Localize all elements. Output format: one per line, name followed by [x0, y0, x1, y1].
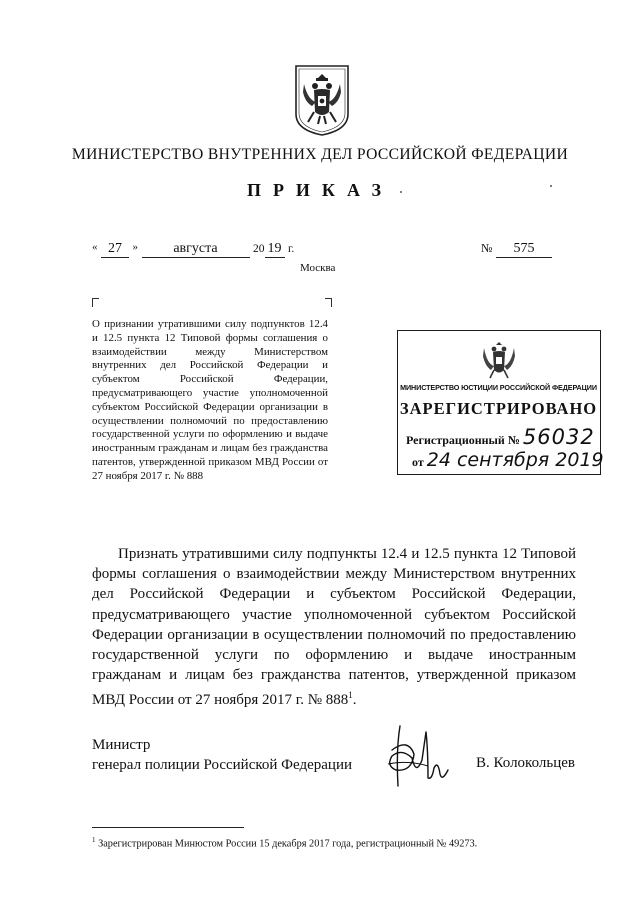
order-subject: О признании утратившими силу подпунктов 12.4 и 12.5 пункта 12 Типовой формы соглашения о взаимодействии между Министерством внутренних дел Российской Федерации и субъектом Российской Федерации, предусматривающего участие уполномоченной субъектом Российской Федерации организации в осуществлении полномочий по предоставлению государственной услуги по оформлению и выдаче иностранным гражданам и лицам без гражданства патентов, утвержденной приказом МВД России от 27 ноября 2017 г. № 888 — [92, 318, 328, 482]
document-type-title: ПРИКАЗ — [246, 180, 394, 200]
date-quote-close: » — [132, 241, 138, 253]
date-day: 27 — [101, 241, 129, 258]
city: Москва — [300, 262, 336, 274]
subject-corner-right — [325, 298, 332, 307]
scan-speck — [400, 191, 402, 193]
scan-speck — [550, 185, 552, 187]
footnote-divider — [92, 827, 244, 828]
coat-of-arms-emblem — [292, 62, 352, 137]
stamp-reg-label: Регистрационный № — [406, 433, 520, 447]
number-sign: № — [481, 241, 493, 255]
footnote-mark: 1 — [92, 836, 96, 844]
stamp-organization: МИНИСТЕРСТВО ЮСТИЦИИ РОССИЙСКОЙ ФЕДЕРАЦИИ — [400, 383, 597, 392]
order-body-end: . — [352, 692, 357, 709]
footnote-text: Зарегистрирован Минюстом России 15 декабря 2017 года, регистрационный № 49273. — [95, 838, 478, 850]
date-year-suffix: 19 — [265, 241, 285, 258]
order-date — [92, 241, 294, 258]
stamp-date-label: от — [412, 455, 424, 469]
signatory-name: В. Колокольцев — [476, 755, 575, 771]
stamp-registration-number — [406, 425, 595, 449]
stamp-emblem — [480, 340, 518, 380]
order-body — [92, 544, 576, 711]
ministry-name: МИНИСТЕРСТВО ВНУТРЕННИХ ДЕЛ РОССИЙСКОЙ ФЕДЕРАЦИИ — [71, 146, 569, 163]
handwritten-signature — [378, 720, 458, 792]
registration-stamp — [397, 330, 604, 475]
signatory-rank: генерал полиции Российской Федерации — [92, 757, 353, 773]
date-quote-open: « — [92, 241, 98, 253]
stamp-reg-number: 56032 — [522, 425, 595, 449]
stamp-registration-date — [412, 449, 604, 471]
number-value: 575 — [496, 241, 552, 258]
date-month: августа — [142, 241, 250, 258]
date-year-unit: г. — [288, 243, 295, 255]
footnote — [92, 836, 477, 849]
subject-corner-left — [92, 298, 99, 307]
stamp-status: ЗАРЕГИСТРИРОВАНО — [399, 399, 598, 418]
signatory-position: Министр — [92, 737, 151, 753]
date-year-prefix: 20 — [253, 243, 265, 255]
footnote-reference: 1 — [348, 690, 353, 701]
order-number — [481, 241, 552, 258]
order-body-text: Признать утратившими силу подпункты 12.4 и 12.5 пункта 12 Типовой формы соглашения о взаимодействии между Министерством внутренних дел Российской Федерации и субъектом Российской Федерации, предусматривающего участие уполномоченной субъектом Российской Федерации организации в осуществлении полномочий по предоставлению государственной услуги по оформлению и выдаче иностранным гражданам и лицам без гражданства патентов, утвержденной приказом МВД России от 27 ноября 2017 г. № 888 — [92, 546, 576, 709]
signatory-title — [92, 735, 352, 775]
stamp-date-value: 24 сентября 2019 — [426, 449, 604, 471]
